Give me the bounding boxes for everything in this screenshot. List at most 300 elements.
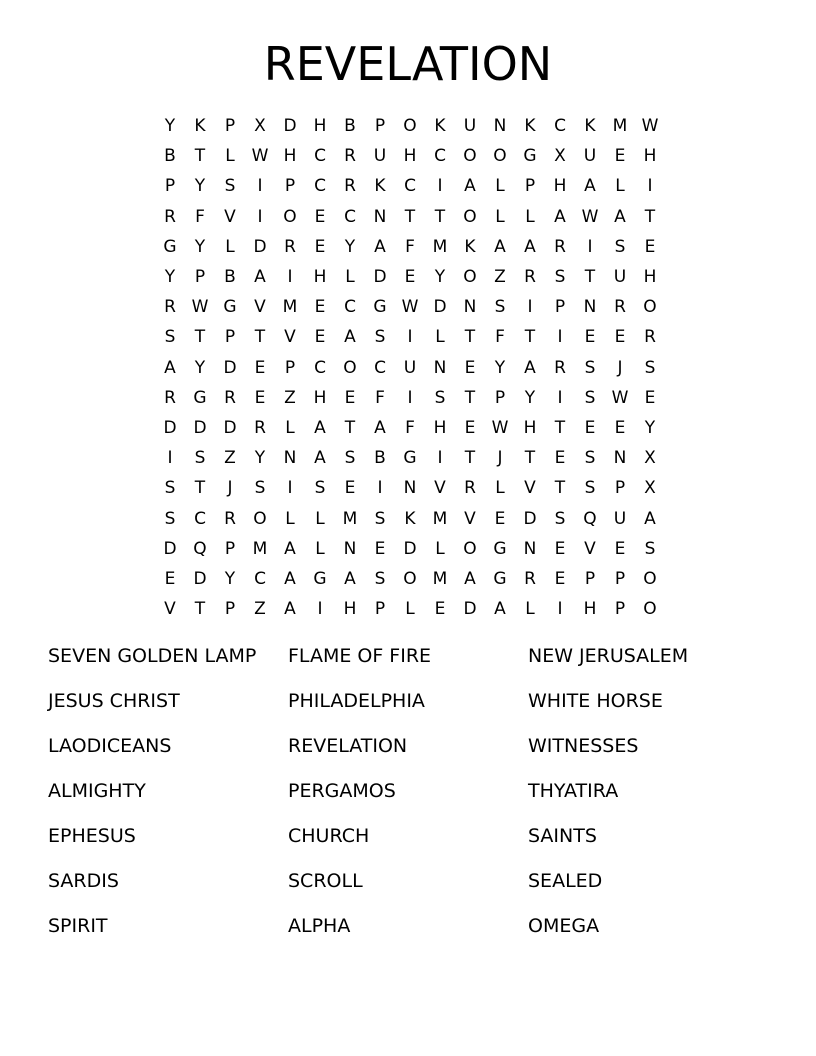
grid-cell: A: [374, 417, 386, 438]
grid-cell: E: [464, 357, 476, 378]
grid-cell: E: [584, 417, 596, 438]
grid-cell: V: [164, 599, 176, 620]
grid-cell: E: [494, 508, 506, 529]
grid-cell: Y: [254, 448, 266, 469]
grid-cell: R: [524, 267, 536, 288]
grid-cell: F: [375, 387, 385, 408]
grid-cell: S: [584, 387, 596, 408]
grid-cell: E: [554, 538, 566, 559]
grid-cell: S: [584, 357, 596, 378]
grid-cell: Y: [224, 568, 236, 589]
grid-cell: R: [284, 236, 296, 257]
grid-cell: A: [314, 448, 326, 469]
word-list-item: LAODICEANS: [48, 735, 172, 757]
word-list-item: SEALED: [528, 870, 603, 892]
grid-cell: T: [584, 267, 596, 288]
grid-cell: P: [224, 599, 236, 620]
grid-cell: D: [193, 417, 207, 438]
grid-cell: L: [495, 206, 505, 227]
grid-cell: U: [463, 116, 477, 137]
grid-cell: Z: [224, 448, 236, 469]
grid-cell: S: [314, 478, 326, 499]
grid-row: [155, 262, 665, 292]
grid-cell: J: [227, 478, 233, 499]
grid-cell: T: [464, 387, 476, 408]
grid-cell: K: [434, 116, 446, 137]
grid-cell: M: [252, 538, 268, 559]
grid-cell: S: [194, 448, 206, 469]
grid-cell: D: [253, 236, 267, 257]
grid-cell: E: [314, 206, 326, 227]
grid-cell: H: [643, 146, 657, 167]
grid-cell: T: [464, 448, 476, 469]
word-list-item: SARDIS: [48, 870, 119, 892]
grid-cell: H: [523, 417, 537, 438]
grid-cell: E: [404, 267, 416, 288]
grid-cell: E: [254, 387, 266, 408]
grid-cell: D: [433, 297, 447, 318]
grid-cell: C: [254, 568, 266, 589]
grid-cell: A: [464, 568, 476, 589]
grid-cell: E: [554, 568, 566, 589]
grid-cell: M: [432, 236, 448, 257]
word-list-item: NEW JERUSALEM: [528, 645, 689, 667]
grid-cell: X: [644, 448, 656, 469]
word-list-item: ALMIGHTY: [48, 780, 146, 802]
grid-cell: P: [554, 297, 566, 318]
grid-cell: I: [257, 176, 263, 197]
grid-cell: Y: [524, 387, 536, 408]
grid-cell: I: [587, 236, 593, 257]
grid-cell: C: [344, 297, 356, 318]
word-list-item: SCROLL: [288, 870, 363, 892]
grid-cell: T: [644, 206, 656, 227]
grid-cell: O: [463, 146, 477, 167]
grid-cell: O: [403, 568, 417, 589]
grid-cell: Q: [193, 538, 207, 559]
grid-cell: Y: [164, 116, 176, 137]
grid-cell: Y: [194, 236, 206, 257]
grid-cell: F: [495, 327, 505, 348]
grid-cell: N: [493, 116, 507, 137]
grid-cell: S: [644, 538, 656, 559]
grid-cell: G: [523, 146, 537, 167]
grid-cell: G: [163, 236, 177, 257]
grid-cell: I: [377, 478, 383, 499]
grid-cell: Y: [494, 357, 506, 378]
grid-cell: E: [644, 387, 656, 408]
grid-cell: C: [344, 206, 356, 227]
grid-cell: I: [557, 599, 563, 620]
grid-cell: M: [432, 508, 448, 529]
grid-cell: O: [643, 297, 657, 318]
grid-cell: U: [613, 508, 627, 529]
grid-cell: R: [164, 387, 176, 408]
grid-cell: N: [613, 448, 627, 469]
letter-grid: [155, 111, 665, 624]
grid-cell: S: [584, 478, 596, 499]
grid-cell: D: [223, 417, 237, 438]
grid-cell: H: [403, 146, 417, 167]
grid-cell: G: [313, 568, 327, 589]
grid-cell: W: [611, 387, 629, 408]
word-list-item: PERGAMOS: [288, 780, 396, 802]
grid-cell: P: [284, 357, 296, 378]
grid-cell: E: [614, 538, 626, 559]
grid-cell: N: [583, 297, 597, 318]
grid-cell: E: [314, 297, 326, 318]
grid-cell: H: [283, 146, 297, 167]
grid-cell: O: [403, 116, 417, 137]
grid-cell: S: [374, 568, 386, 589]
grid-cell: G: [403, 448, 417, 469]
grid-cell: S: [374, 508, 386, 529]
word-list-item: THYATIRA: [528, 780, 619, 802]
grid-cell: I: [167, 448, 173, 469]
grid-cell: T: [194, 478, 206, 499]
grid-row: [155, 594, 665, 624]
word-list-item: CHURCH: [288, 825, 370, 847]
grid-cell: B: [374, 448, 386, 469]
grid-cell: F: [195, 206, 205, 227]
grid-cell: S: [614, 236, 626, 257]
grid-cell: B: [224, 267, 236, 288]
grid-cell: E: [344, 387, 356, 408]
grid-cell: A: [374, 236, 386, 257]
grid-cell: V: [284, 327, 296, 348]
grid-cell: G: [373, 297, 387, 318]
word-list-item: SPIRIT: [48, 915, 108, 937]
grid-cell: D: [193, 568, 207, 589]
grid-cell: L: [615, 176, 625, 197]
grid-cell: V: [434, 478, 446, 499]
grid-cell: O: [643, 599, 657, 620]
grid-cell: L: [225, 146, 235, 167]
grid-cell: I: [527, 297, 533, 318]
grid-cell: A: [464, 176, 476, 197]
grid-cell: G: [193, 387, 207, 408]
grid-cell: L: [435, 327, 445, 348]
word-list-item: WHITE HORSE: [528, 690, 663, 712]
grid-cell: L: [285, 508, 295, 529]
grid-cell: G: [223, 297, 237, 318]
grid-cell: N: [463, 297, 477, 318]
grid-cell: L: [315, 508, 325, 529]
grid-cell: H: [553, 176, 567, 197]
grid-cell: R: [464, 478, 476, 499]
grid-row: [155, 141, 665, 171]
grid-cell: E: [164, 568, 176, 589]
grid-cell: A: [494, 599, 506, 620]
grid-cell: K: [464, 236, 476, 257]
grid-cell: Y: [434, 267, 446, 288]
grid-cell: P: [614, 568, 626, 589]
grid-cell: H: [433, 417, 447, 438]
grid-cell: E: [254, 357, 266, 378]
grid-cell: H: [343, 599, 357, 620]
grid-row: [155, 534, 665, 564]
grid-cell: L: [285, 417, 295, 438]
grid-cell: H: [583, 599, 597, 620]
grid-cell: T: [344, 417, 356, 438]
grid-cell: N: [373, 206, 387, 227]
grid-cell: O: [643, 568, 657, 589]
grid-cell: A: [344, 568, 356, 589]
grid-cell: S: [554, 267, 566, 288]
grid-cell: I: [437, 448, 443, 469]
grid-cell: E: [374, 538, 386, 559]
grid-cell: T: [464, 327, 476, 348]
grid-cell: H: [643, 267, 657, 288]
grid-cell: D: [463, 599, 477, 620]
grid-cell: M: [432, 568, 448, 589]
grid-cell: P: [614, 478, 626, 499]
word-list-item: PHILADELPHIA: [288, 690, 425, 712]
grid-row: [155, 383, 665, 413]
grid-cell: E: [314, 236, 326, 257]
grid-cell: D: [223, 357, 237, 378]
grid-cell: I: [407, 327, 413, 348]
grid-cell: S: [374, 327, 386, 348]
grid-cell: A: [614, 206, 626, 227]
grid-cell: P: [224, 116, 236, 137]
grid-cell: P: [224, 538, 236, 559]
grid-cell: R: [224, 387, 236, 408]
grid-cell: P: [224, 327, 236, 348]
grid-cell: R: [164, 206, 176, 227]
grid-cell: I: [557, 387, 563, 408]
grid-cell: O: [283, 206, 297, 227]
grid-cell: S: [164, 478, 176, 499]
grid-cell: C: [554, 116, 566, 137]
grid-cell: S: [584, 448, 596, 469]
grid-cell: R: [554, 357, 566, 378]
grid-cell: S: [344, 448, 356, 469]
grid-cell: S: [644, 357, 656, 378]
grid-row: [155, 322, 665, 352]
grid-cell: A: [254, 267, 266, 288]
grid-cell: O: [343, 357, 357, 378]
grid-cell: F: [405, 236, 415, 257]
grid-cell: Z: [284, 387, 296, 408]
grid-cell: R: [614, 297, 626, 318]
grid-row: [155, 413, 665, 443]
grid-cell: Q: [583, 508, 597, 529]
grid-cell: W: [581, 206, 599, 227]
grid-cell: L: [405, 599, 415, 620]
grid-cell: K: [524, 116, 536, 137]
grid-cell: P: [284, 176, 296, 197]
grid-cell: J: [497, 448, 503, 469]
grid-cell: I: [407, 387, 413, 408]
grid-cell: P: [494, 387, 506, 408]
grid-cell: P: [584, 568, 596, 589]
grid-cell: C: [314, 176, 326, 197]
word-list: [48, 638, 788, 953]
grid-row: [155, 232, 665, 262]
grid-cell: S: [224, 176, 236, 197]
grid-cell: E: [434, 599, 446, 620]
grid-cell: I: [287, 478, 293, 499]
grid-cell: Z: [494, 267, 506, 288]
grid-cell: X: [254, 116, 266, 137]
grid-cell: R: [164, 297, 176, 318]
grid-cell: M: [612, 116, 628, 137]
grid-cell: X: [554, 146, 566, 167]
grid-cell: H: [313, 116, 327, 137]
grid-row: [155, 564, 665, 594]
grid-cell: V: [584, 538, 596, 559]
word-list-item: REVELATION: [288, 735, 408, 757]
grid-cell: B: [164, 146, 176, 167]
grid-cell: R: [554, 236, 566, 257]
grid-cell: N: [283, 448, 297, 469]
grid-cell: K: [194, 116, 206, 137]
grid-cell: S: [434, 387, 446, 408]
grid-cell: U: [403, 357, 417, 378]
grid-cell: C: [314, 146, 326, 167]
grid-cell: A: [344, 327, 356, 348]
grid-cell: M: [342, 508, 358, 529]
grid-cell: P: [614, 599, 626, 620]
grid-cell: B: [344, 116, 356, 137]
grid-cell: E: [614, 417, 626, 438]
grid-cell: A: [314, 417, 326, 438]
grid-cell: Y: [644, 417, 656, 438]
grid-cell: O: [253, 508, 267, 529]
grid-cell: R: [344, 146, 356, 167]
grid-cell: A: [554, 206, 566, 227]
grid-cell: T: [194, 146, 206, 167]
grid-cell: A: [284, 538, 296, 559]
grid-cell: R: [644, 327, 656, 348]
word-list-item: WITNESSES: [528, 735, 639, 757]
word-list-item: SEVEN GOLDEN LAMP: [48, 645, 257, 667]
grid-cell: A: [524, 357, 536, 378]
grid-cell: Y: [164, 267, 176, 288]
grid-cell: H: [313, 387, 327, 408]
grid-cell: L: [315, 538, 325, 559]
grid-cell: J: [617, 357, 623, 378]
grid-cell: A: [164, 357, 176, 378]
grid-cell: K: [404, 508, 416, 529]
grid-cell: I: [647, 176, 653, 197]
grid-cell: T: [194, 327, 206, 348]
grid-cell: Y: [344, 236, 356, 257]
grid-cell: V: [464, 508, 476, 529]
grid-cell: U: [613, 267, 627, 288]
grid-cell: S: [254, 478, 266, 499]
grid-cell: E: [614, 146, 626, 167]
grid-cell: T: [524, 448, 536, 469]
grid-cell: O: [463, 538, 477, 559]
grid-cell: R: [524, 568, 536, 589]
grid-cell: X: [644, 478, 656, 499]
grid-cell: O: [463, 267, 477, 288]
grid-cell: T: [554, 417, 566, 438]
grid-cell: C: [314, 357, 326, 378]
grid-cell: L: [495, 176, 505, 197]
grid-cell: L: [495, 478, 505, 499]
grid-cell: E: [644, 236, 656, 257]
grid-cell: D: [523, 508, 537, 529]
grid-row: [155, 111, 665, 141]
grid-cell: A: [284, 599, 296, 620]
word-list-item: SAINTS: [528, 825, 597, 847]
page-title: REVELATION: [263, 37, 553, 91]
grid-cell: W: [251, 146, 269, 167]
grid-cell: N: [523, 538, 537, 559]
grid-cell: R: [254, 417, 266, 438]
grid-cell: A: [284, 568, 296, 589]
grid-cell: A: [644, 508, 656, 529]
grid-row: [155, 171, 665, 201]
grid-cell: I: [437, 176, 443, 197]
grid-cell: G: [493, 538, 507, 559]
grid-cell: W: [641, 116, 659, 137]
grid-cell: U: [373, 146, 387, 167]
grid-cell: R: [224, 508, 236, 529]
grid-cell: D: [283, 116, 297, 137]
word-list-item: JESUS CHRIST: [48, 690, 180, 712]
grid-cell: C: [404, 176, 416, 197]
word-list-item: ALPHA: [288, 915, 351, 937]
grid-cell: W: [191, 297, 209, 318]
grid-cell: P: [374, 116, 386, 137]
grid-cell: S: [554, 508, 566, 529]
word-list-item: OMEGA: [528, 915, 600, 937]
grid-cell: T: [404, 206, 416, 227]
grid-cell: A: [584, 176, 596, 197]
grid-cell: A: [524, 236, 536, 257]
grid-cell: U: [583, 146, 597, 167]
grid-cell: O: [463, 206, 477, 227]
grid-cell: W: [401, 297, 419, 318]
grid-cell: E: [614, 327, 626, 348]
grid-cell: E: [584, 327, 596, 348]
grid-cell: W: [491, 417, 509, 438]
grid-cell: G: [493, 568, 507, 589]
grid-cell: P: [194, 267, 206, 288]
grid-cell: N: [433, 357, 447, 378]
grid-cell: T: [194, 599, 206, 620]
grid-cell: N: [403, 478, 417, 499]
grid-row: [155, 353, 665, 383]
grid-cell: A: [494, 236, 506, 257]
grid-cell: C: [374, 357, 386, 378]
grid-cell: R: [344, 176, 356, 197]
grid-cell: S: [164, 508, 176, 529]
grid-cell: Y: [194, 176, 206, 197]
grid-cell: Z: [254, 599, 266, 620]
grid-row: [155, 202, 665, 232]
grid-cell: L: [435, 538, 445, 559]
grid-cell: I: [317, 599, 323, 620]
grid-cell: C: [434, 146, 446, 167]
grid-cell: F: [405, 417, 415, 438]
grid-cell: L: [345, 267, 355, 288]
grid-cell: E: [314, 327, 326, 348]
grid-cell: E: [554, 448, 566, 469]
grid-cell: E: [344, 478, 356, 499]
grid-cell: D: [373, 267, 387, 288]
grid-cell: T: [254, 327, 266, 348]
grid-cell: I: [287, 267, 293, 288]
grid-cell: T: [554, 478, 566, 499]
grid-row: [155, 473, 665, 503]
grid-row: [155, 503, 665, 533]
grid-cell: P: [374, 599, 386, 620]
